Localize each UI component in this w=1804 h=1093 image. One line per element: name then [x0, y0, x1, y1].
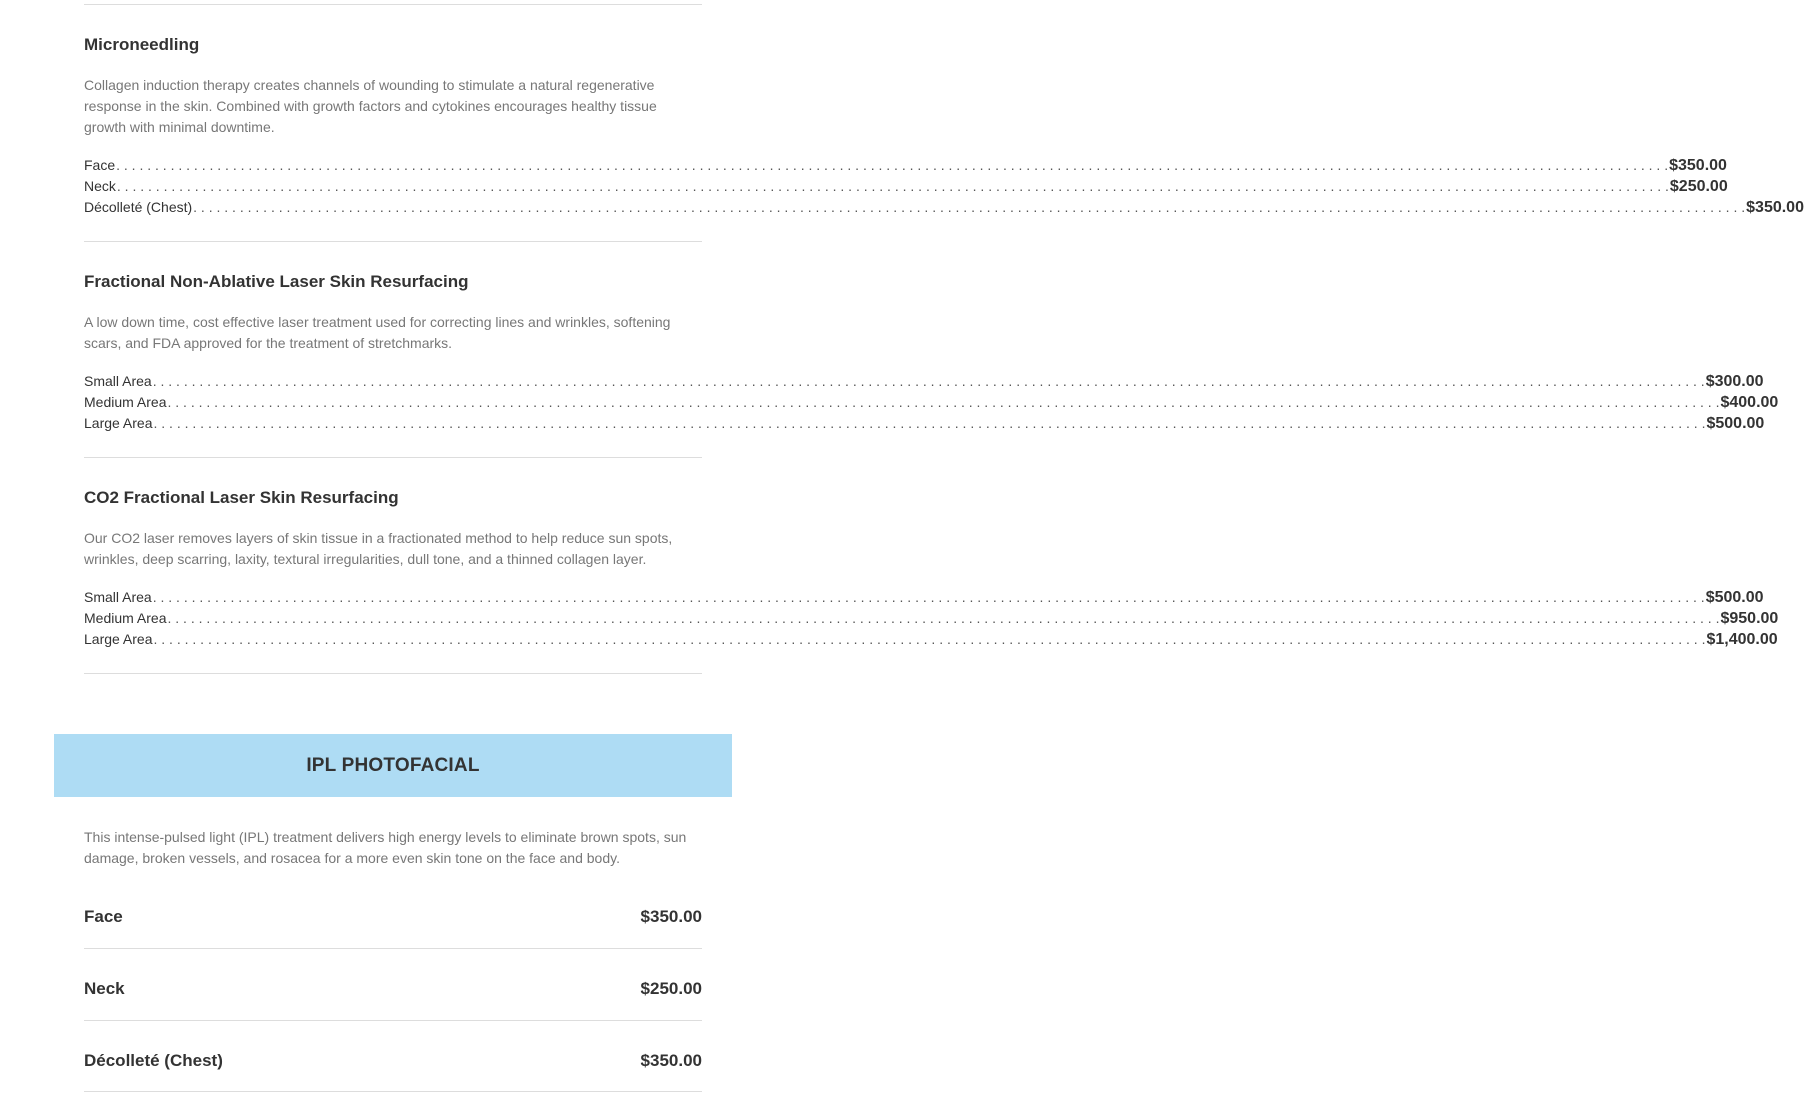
price-value: $1,400.00 [1706, 631, 1778, 648]
ipl-price-label: Décolleté (Chest) [84, 1051, 223, 1070]
price-value: $400.00 [1720, 394, 1779, 411]
price-row [84, 157, 1727, 178]
price-value: $950.00 [1720, 610, 1779, 627]
ipl-section-banner [54, 734, 732, 797]
ipl-description: This intense-pulsed light (IPL) treatment delivers high energy levels to eliminate brown spots, sun damage, broken vessels, and rosacea for a more even skin tone on the face and body. [84, 829, 687, 866]
dot-leader: . . . . . . . . . . . . . . . . . . . . . . . . . . . . . . . . . . . . . . . . . . . . . . . . . . . . . . . . . . . . . . . . . . . . . . . . . . . . . . . . . . . . . . . . . . . . . . . . . . . . . . . . . . . . . . . . . . . . . . . . . . . . . . . . . . . . . . . . . . . . . . . . . . . . . . . . . . . . . . . . . . . . . . . . . . . . . . . . . . . . . . . . . . . . . . . . . . . . . . . . [153, 415, 1706, 431]
divider [84, 457, 702, 458]
divider [84, 1020, 702, 1021]
dot-leader: . . . . . . . . . . . . . . . . . . . . . . . . . . . . . . . . . . . . . . . . . . . . . . . . . . . . . . . . . . . . . . . . . . . . . . . . . . . . . . . . . . . . . . . . . . . . . . . . . . . . . . . . . . . . . . . . . . . . . . . . . . . . . . . . . . . . . . . . . . . . . . . . . . . . . . . . . . . . . . . . . . . . . . . . . . . . . . . . . . . . . . . . . . . . . . . . . . . . . . . . [193, 199, 1746, 215]
ipl-price-label: Neck [84, 979, 125, 998]
price-row [84, 589, 1764, 610]
divider [84, 4, 702, 5]
dot-leader: . . . . . . . . . . . . . . . . . . . . . . . . . . . . . . . . . . . . . . . . . . . . . . . . . . . . . . . . . . . . . . . . . . . . . . . . . . . . . . . . . . . . . . . . . . . . . . . . . . . . . . . . . . . . . . . . . . . . . . . . . . . . . . . . . . . . . . . . . . . . . . . . . . . . . . . . . . . . . . . . . . . . . . . . . . . . . . . . . . . . . . . . . . . . . . . . . . . . . . . . [116, 178, 1669, 194]
price-value: $500.00 [1706, 415, 1765, 432]
dot-leader: . . . . . . . . . . . . . . . . . . . . . . . . . . . . . . . . . . . . . . . . . . . . . . . . . . . . . . . . . . . . . . . . . . . . . . . . . . . . . . . . . . . . . . . . . . . . . . . . . . . . . . . . . . . . . . . . . . . . . . . . . . . . . . . . . . . . . . . . . . . . . . . . . . . . . . . . . . . . . . . . . . . . . . . . . . . . . . . . . . . . . . . . . . . . . . . . . . . . . . . . [153, 631, 1706, 647]
ipl-price-row [84, 902, 702, 932]
section-title-microneedling: Microneedling [84, 35, 200, 54]
price-label: Large Area [84, 415, 153, 431]
section-description-non-ablative-laser: A low down time, cost effective laser treatment used for correcting lines and wrinkles, softening scars, and FDA approved for the treatment of stretchmarks. [84, 314, 671, 351]
price-label: Face [84, 157, 116, 173]
dot-leader: . . . . . . . . . . . . . . . . . . . . . . . . . . . . . . . . . . . . . . . . . . . . . . . . . . . . . . . . . . . . . . . . . . . . . . . . . . . . . . . . . . . . . . . . . . . . . . . . . . . . . . . . . . . . . . . . . . . . . . . . . . . . . . . . . . . . . . . . . . . . . . . . . . . . . . . . . . . . . . . . . . . . . . . . . . . . . . . . . . . . . . . . . . . . . . . . . . . . . . . . [116, 157, 1669, 173]
price-row [84, 199, 1804, 220]
ipl-price-row [84, 974, 702, 1004]
price-label: Medium Area [84, 394, 167, 410]
price-label: Neck [84, 178, 116, 194]
price-row [84, 373, 1764, 394]
divider [84, 673, 702, 674]
price-row [84, 631, 1778, 652]
price-label: Décolleté (Chest) [84, 199, 193, 215]
price-label: Large Area [84, 631, 153, 647]
ipl-price-value: $350.00 [640, 907, 702, 926]
divider [84, 948, 702, 949]
dot-leader: . . . . . . . . . . . . . . . . . . . . . . . . . . . . . . . . . . . . . . . . . . . . . . . . . . . . . . . . . . . . . . . . . . . . . . . . . . . . . . . . . . . . . . . . . . . . . . . . . . . . . . . . . . . . . . . . . . . . . . . . . . . . . . . . . . . . . . . . . . . . . . . . . . . . . . . . . . . . . . . . . . . . . . . . . . . . . . . . . . . . . . . . . . . . . . . . . . . . . . . . [167, 610, 1720, 626]
price-row [84, 178, 1728, 199]
price-value: $250.00 [1669, 178, 1728, 195]
price-value: $350.00 [1669, 157, 1727, 174]
dot-leader: . . . . . . . . . . . . . . . . . . . . . . . . . . . . . . . . . . . . . . . . . . . . . . . . . . . . . . . . . . . . . . . . . . . . . . . . . . . . . . . . . . . . . . . . . . . . . . . . . . . . . . . . . . . . . . . . . . . . . . . . . . . . . . . . . . . . . . . . . . . . . . . . . . . . . . . . . . . . . . . . . . . . . . . . . . . . . . . . . . . . . . . . . . . . . . . . . . . . . . . . [167, 394, 1720, 410]
price-label: Small Area [84, 373, 152, 389]
price-label: Small Area [84, 589, 152, 605]
ipl-section-title: IPL PHOTOFACIAL [306, 754, 480, 776]
price-row [84, 415, 1765, 436]
price-value: $350.00 [1746, 199, 1804, 216]
ipl-price-row [84, 1046, 702, 1076]
price-row [84, 394, 1779, 415]
price-label: Medium Area [84, 610, 167, 626]
divider [84, 1091, 702, 1092]
price-row [84, 610, 1779, 631]
ipl-price-label: Face [84, 907, 123, 926]
price-value: $500.00 [1705, 589, 1764, 606]
section-description-co2-laser: Our CO2 laser removes layers of skin tissue in a fractionated method to help reduce sun spots, wrinkles, deep scarring, laxity, textural irregularities, dull tone, and a thinned collagen layer. [84, 530, 673, 567]
divider [84, 241, 702, 242]
section-description-microneedling: Collagen induction therapy creates channels of wounding to stimulate a natural regenerative response in the skin. Combined with growth factors and cytokines encourages healthy tissue growth with minimal downtime. [84, 77, 657, 135]
ipl-price-value: $250.00 [640, 979, 702, 998]
dot-leader: . . . . . . . . . . . . . . . . . . . . . . . . . . . . . . . . . . . . . . . . . . . . . . . . . . . . . . . . . . . . . . . . . . . . . . . . . . . . . . . . . . . . . . . . . . . . . . . . . . . . . . . . . . . . . . . . . . . . . . . . . . . . . . . . . . . . . . . . . . . . . . . . . . . . . . . . . . . . . . . . . . . . . . . . . . . . . . . . . . . . . . . . . . . . . . . . . . . . . . . . [152, 373, 1705, 389]
dot-leader: . . . . . . . . . . . . . . . . . . . . . . . . . . . . . . . . . . . . . . . . . . . . . . . . . . . . . . . . . . . . . . . . . . . . . . . . . . . . . . . . . . . . . . . . . . . . . . . . . . . . . . . . . . . . . . . . . . . . . . . . . . . . . . . . . . . . . . . . . . . . . . . . . . . . . . . . . . . . . . . . . . . . . . . . . . . . . . . . . . . . . . . . . . . . . . . . . . . . . . . . [152, 589, 1705, 605]
ipl-price-value: $350.00 [640, 1051, 702, 1070]
price-value: $300.00 [1705, 373, 1764, 390]
section-title-co2-laser: CO2 Fractional Laser Skin Resurfacing [84, 488, 399, 507]
section-title-non-ablative-laser: Fractional Non-Ablative Laser Skin Resurfacing [84, 272, 469, 291]
